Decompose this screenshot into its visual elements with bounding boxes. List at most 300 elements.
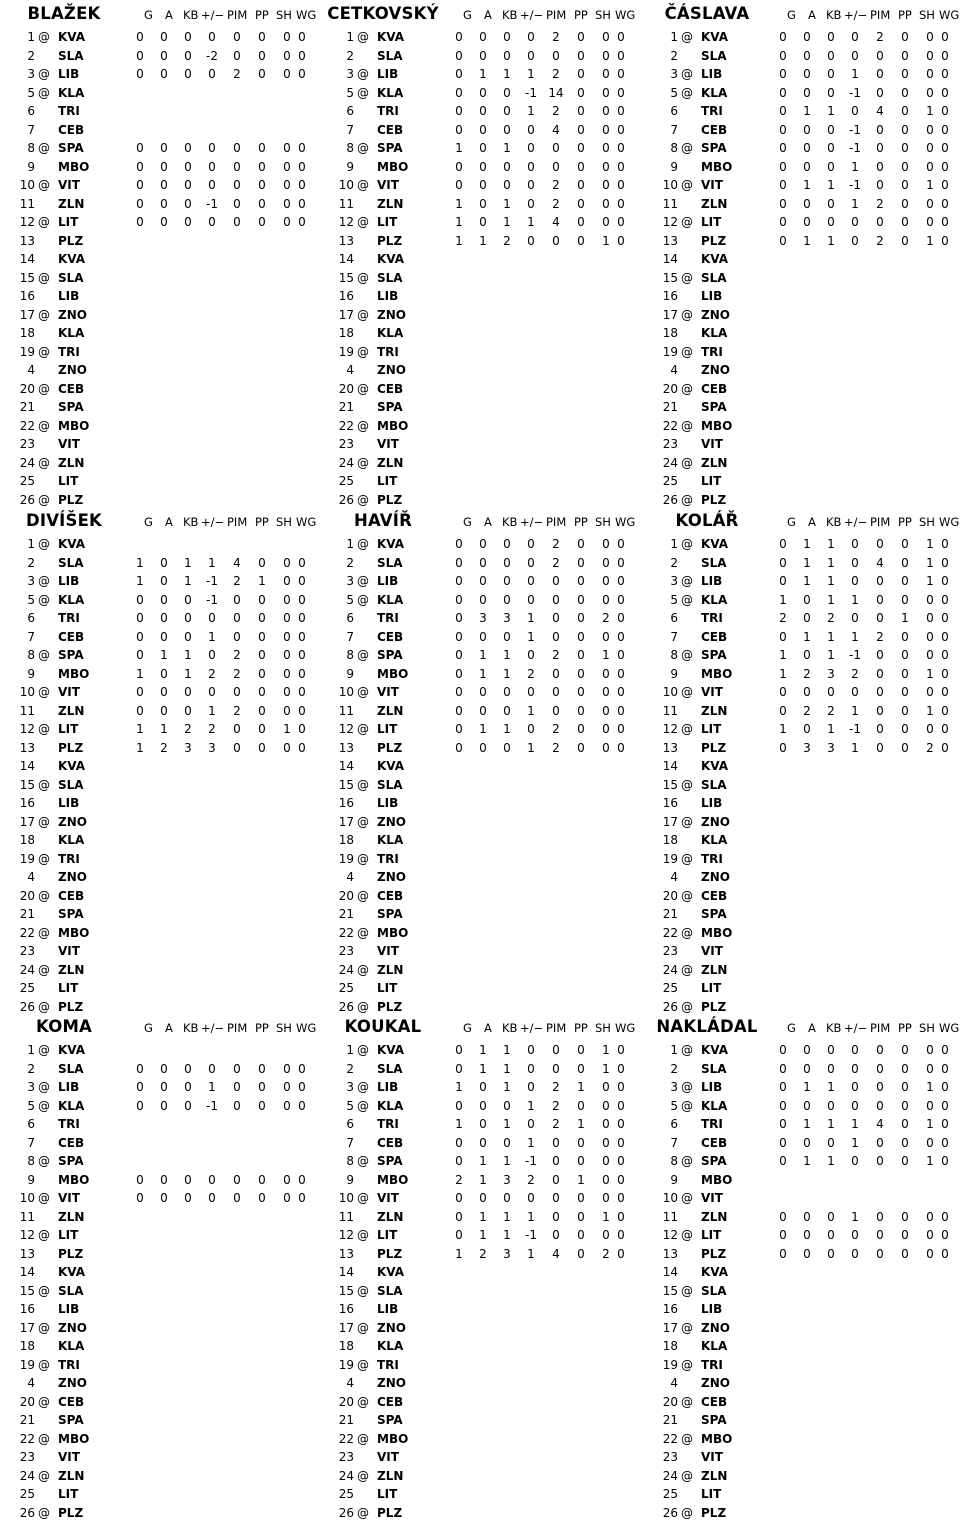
opponent-team: VIT — [58, 1450, 80, 1465]
away-marker: @ — [38, 925, 50, 940]
game-row — [324, 702, 634, 721]
stat-wg: 0 — [617, 666, 625, 681]
game-row — [648, 1263, 958, 1282]
stat-a: 0 — [803, 215, 811, 230]
stat-sh: 1 — [926, 555, 934, 570]
away-marker: @ — [38, 492, 50, 507]
stat-kb: 0 — [503, 537, 511, 551]
round-number: 6 — [27, 104, 35, 119]
stat-sh: 1 — [926, 1117, 934, 1132]
stat-kb: 0 — [184, 196, 192, 211]
opponent-team: SPA — [58, 141, 84, 156]
round-number: 18 — [662, 1339, 678, 1354]
stat-kb: 0 — [503, 30, 511, 44]
stat-pim: 0 — [876, 611, 884, 626]
round-number: 11 — [19, 1209, 35, 1224]
away-marker: @ — [357, 777, 369, 792]
stat-g: 0 — [136, 159, 144, 174]
stat-pp: 1 — [577, 1080, 585, 1095]
game-row — [324, 572, 634, 591]
column-header: PP — [574, 515, 588, 529]
stat-g: 0 — [455, 685, 463, 700]
opponent-team: PLZ — [701, 740, 727, 755]
stat-g: 1 — [136, 666, 144, 681]
round-number: 17 — [19, 814, 35, 829]
column-header: PIM — [870, 515, 891, 529]
stat-plus-minus: -1 — [206, 1098, 218, 1113]
game-row — [648, 1300, 958, 1319]
stat-g: 0 — [455, 1154, 463, 1169]
game-row — [5, 1041, 315, 1060]
opponent-team: CEB — [377, 1135, 404, 1150]
game-row — [324, 554, 634, 573]
stat-pp: 0 — [577, 215, 585, 230]
stat-pim: 0 — [233, 159, 241, 174]
column-header: G — [144, 1021, 153, 1035]
away-marker: @ — [681, 537, 693, 551]
stat-pim: 0 — [876, 592, 884, 607]
opponent-team: SLA — [701, 270, 727, 285]
away-marker: @ — [38, 1320, 50, 1335]
round-number: 21 — [19, 1413, 35, 1428]
stat-g: 0 — [136, 611, 144, 626]
player-panel — [5, 1013, 315, 1522]
stat-kb: 0 — [503, 1191, 511, 1206]
stat-wg: 0 — [617, 1228, 625, 1243]
opponent-team: LIB — [58, 574, 80, 589]
stat-g: 0 — [779, 67, 787, 82]
stat-pim: 0 — [876, 1154, 884, 1169]
player-panel — [5, 507, 315, 1016]
column-header: +/− — [520, 1021, 544, 1035]
opponent-team: PLZ — [701, 1246, 727, 1261]
opponent-team: LIB — [58, 796, 80, 811]
away-marker: @ — [681, 888, 693, 903]
round-number: 20 — [19, 381, 35, 396]
game-row — [5, 195, 315, 214]
stat-kb: 1 — [827, 233, 835, 248]
game-row — [648, 1134, 958, 1153]
round-number: 13 — [338, 233, 354, 248]
stat-g: 0 — [779, 1228, 787, 1243]
stat-plus-minus: 0 — [208, 215, 216, 230]
stat-wg: 0 — [941, 1117, 949, 1132]
round-number: 24 — [338, 962, 354, 977]
stat-kb: 1 — [184, 648, 192, 663]
stat-pim: 0 — [233, 592, 241, 607]
stat-kb: 0 — [184, 30, 192, 44]
stat-kb: 0 — [503, 178, 511, 193]
round-number: 23 — [19, 1450, 35, 1465]
stat-wg: 0 — [941, 666, 949, 681]
away-marker: @ — [357, 381, 369, 396]
round-number: 5 — [670, 1098, 678, 1113]
stat-sh: 0 — [926, 48, 934, 63]
stat-wg: 0 — [298, 666, 306, 681]
game-row — [5, 1189, 315, 1208]
round-number: 13 — [338, 740, 354, 755]
stat-wg: 0 — [941, 67, 949, 82]
round-number: 10 — [662, 1191, 678, 1206]
stat-kb: 2 — [184, 722, 192, 737]
stat-kb: 1 — [827, 178, 835, 193]
round-number: 18 — [338, 1339, 354, 1354]
opponent-team: TRI — [377, 1357, 399, 1372]
game-row — [324, 646, 634, 665]
opponent-team: ZNO — [58, 1376, 87, 1391]
away-marker: @ — [357, 1154, 369, 1169]
game-row — [324, 269, 634, 288]
stat-sh: 0 — [602, 592, 610, 607]
round-number: 5 — [27, 592, 35, 607]
stat-wg: 0 — [617, 1209, 625, 1224]
stat-plus-minus: 0 — [851, 30, 859, 44]
stat-a: 0 — [803, 67, 811, 82]
game-row — [5, 535, 315, 554]
stat-kb: 0 — [827, 215, 835, 230]
panel-header — [324, 0, 634, 28]
round-number: 22 — [662, 418, 678, 433]
opponent-team: LIT — [701, 474, 722, 489]
stat-pp: 0 — [901, 629, 909, 644]
stat-pp: 0 — [577, 196, 585, 211]
opponent-team: ZNO — [377, 307, 406, 322]
game-row — [648, 628, 958, 647]
stat-pp: 0 — [577, 233, 585, 248]
game-row — [648, 572, 958, 591]
stat-pp: 0 — [577, 141, 585, 156]
opponent-team: PLZ — [58, 233, 84, 248]
game-row — [648, 1356, 958, 1375]
round-number: 13 — [19, 1246, 35, 1261]
stat-sh: 1 — [283, 722, 291, 737]
stat-g: 0 — [455, 666, 463, 681]
opponent-team: MBO — [701, 1172, 733, 1187]
stat-plus-minus: 0 — [851, 685, 859, 700]
stat-sh: 0 — [283, 196, 291, 211]
opponent-team: MBO — [701, 666, 733, 681]
stat-wg: 0 — [941, 1154, 949, 1169]
round-number: 16 — [662, 796, 678, 811]
stat-kb: 0 — [184, 141, 192, 156]
stat-plus-minus: 1 — [527, 1246, 535, 1261]
stat-sh: 0 — [926, 592, 934, 607]
opponent-team: MBO — [701, 925, 733, 940]
stat-g: 1 — [455, 1117, 463, 1132]
stat-pim: 0 — [876, 215, 884, 230]
stat-g: 0 — [779, 104, 787, 119]
stat-pim: 0 — [552, 1135, 560, 1150]
stat-plus-minus: 0 — [527, 141, 535, 156]
game-row — [648, 1097, 958, 1116]
stat-g: 0 — [779, 1246, 787, 1261]
stat-a: 1 — [803, 629, 811, 644]
opponent-team: KVA — [377, 252, 405, 267]
away-marker: @ — [681, 1154, 693, 1169]
opponent-team: TRI — [58, 104, 80, 119]
game-row — [648, 28, 958, 47]
round-number: 3 — [670, 67, 678, 82]
stat-plus-minus: 0 — [208, 67, 216, 82]
stat-g: 0 — [779, 233, 787, 248]
stat-kb: 0 — [184, 592, 192, 607]
round-number: 15 — [662, 777, 678, 792]
stat-sh: 1 — [926, 1154, 934, 1169]
away-marker: @ — [681, 648, 693, 663]
stat-pim: 0 — [552, 1191, 560, 1206]
stat-a: 0 — [479, 555, 487, 570]
stat-pim: 0 — [233, 740, 241, 755]
stat-sh: 0 — [602, 685, 610, 700]
game-row — [5, 343, 315, 362]
game-row — [324, 454, 634, 473]
game-row — [5, 591, 315, 610]
round-number: 22 — [662, 1431, 678, 1446]
stat-wg: 0 — [941, 215, 949, 230]
game-row — [648, 535, 958, 554]
stat-sh: 0 — [283, 215, 291, 230]
stat-pim: 2 — [876, 30, 884, 44]
stat-pim: 0 — [552, 48, 560, 63]
stat-kb: 0 — [503, 1098, 511, 1113]
round-number: 12 — [662, 1228, 678, 1243]
stat-kb: 0 — [503, 1135, 511, 1150]
round-number: 7 — [346, 629, 354, 644]
round-number: 23 — [662, 437, 678, 452]
away-marker: @ — [357, 215, 369, 230]
round-number: 22 — [662, 925, 678, 940]
away-marker: @ — [38, 455, 50, 470]
stat-plus-minus: 1 — [527, 67, 535, 82]
away-marker: @ — [681, 962, 693, 977]
round-number: 17 — [338, 307, 354, 322]
opponent-team: CEB — [58, 122, 85, 137]
round-number: 20 — [662, 381, 678, 396]
stat-pp: 0 — [258, 67, 266, 82]
stat-plus-minus: 0 — [527, 1061, 535, 1076]
round-number: 19 — [662, 344, 678, 359]
game-row — [648, 380, 958, 399]
round-number: 11 — [662, 1209, 678, 1224]
column-header: G — [144, 515, 153, 529]
round-number: 7 — [670, 122, 678, 137]
player-name: NAKLÁDAL — [656, 1017, 758, 1036]
stat-pim: 2 — [552, 740, 560, 755]
game-row — [324, 65, 634, 84]
away-marker: @ — [357, 1098, 369, 1113]
player-panel — [324, 1013, 634, 1522]
stat-sh: 0 — [926, 611, 934, 626]
column-header: +/− — [520, 8, 544, 22]
game-row — [324, 1374, 634, 1393]
stat-pim: 2 — [552, 178, 560, 193]
round-number: 6 — [27, 611, 35, 626]
round-number: 24 — [662, 455, 678, 470]
stat-kb: 0 — [503, 85, 511, 100]
column-header: G — [463, 8, 472, 22]
opponent-team: PLZ — [58, 1505, 84, 1520]
opponent-team: VIT — [377, 178, 399, 193]
stat-plus-minus: 0 — [527, 233, 535, 248]
stat-sh: 0 — [283, 648, 291, 663]
opponent-team: CEB — [377, 629, 404, 644]
stat-kb: 0 — [503, 555, 511, 570]
stat-wg: 0 — [298, 703, 306, 718]
stat-wg: 0 — [298, 178, 306, 193]
round-number: 15 — [19, 777, 35, 792]
game-row — [5, 1152, 315, 1171]
game-row — [5, 1245, 315, 1264]
round-number: 7 — [346, 1135, 354, 1150]
away-marker: @ — [38, 381, 50, 396]
column-header: SH — [595, 515, 611, 529]
stat-kb: 0 — [503, 740, 511, 755]
round-number: 25 — [338, 981, 354, 996]
round-number: 3 — [27, 67, 35, 82]
stat-pim: 4 — [552, 122, 560, 137]
stat-sh: 0 — [926, 122, 934, 137]
opponent-team: CEB — [58, 629, 85, 644]
opponent-team: LIB — [701, 1080, 723, 1095]
opponent-team: VIT — [58, 437, 80, 452]
stat-plus-minus: -2 — [206, 48, 218, 63]
game-row — [5, 905, 315, 924]
stat-pp: 0 — [577, 629, 585, 644]
player-name: HAVÍŘ — [353, 511, 413, 530]
game-row — [324, 324, 634, 343]
stat-wg: 0 — [298, 159, 306, 174]
column-header: WG — [939, 1021, 960, 1035]
round-number: 5 — [346, 592, 354, 607]
round-number: 11 — [662, 196, 678, 211]
game-row — [648, 1041, 958, 1060]
round-number: 3 — [670, 1080, 678, 1095]
stat-pim: 0 — [876, 178, 884, 193]
stat-g: 1 — [455, 1080, 463, 1095]
opponent-team: MBO — [377, 1172, 409, 1187]
opponent-team: LIB — [377, 1080, 399, 1095]
stat-a: 0 — [803, 1228, 811, 1243]
game-row — [648, 1337, 958, 1356]
stat-kb: 2 — [503, 233, 511, 248]
round-number: 25 — [19, 474, 35, 489]
opponent-team: CEB — [377, 381, 404, 396]
stat-wg: 0 — [298, 48, 306, 63]
game-row — [324, 1319, 634, 1338]
game-row — [324, 1485, 634, 1504]
player-name: BLAŽEK — [27, 4, 101, 23]
opponent-team: KLA — [58, 85, 85, 100]
opponent-team: PLZ — [58, 1246, 84, 1261]
stat-g: 0 — [136, 685, 144, 700]
stat-g: 0 — [455, 592, 463, 607]
column-header: +/− — [201, 8, 225, 22]
game-row — [648, 683, 958, 702]
game-row — [5, 794, 315, 813]
opponent-team: TRI — [377, 1117, 399, 1132]
round-number: 8 — [346, 1154, 354, 1169]
stat-g: 0 — [779, 1043, 787, 1057]
game-row — [324, 121, 634, 140]
stat-kb: 1 — [827, 629, 835, 644]
stat-pp: 0 — [577, 67, 585, 82]
stat-kb: 0 — [827, 1061, 835, 1076]
stat-pp: 0 — [258, 592, 266, 607]
game-row — [648, 1393, 958, 1412]
round-number: 24 — [662, 1468, 678, 1483]
round-number: 21 — [19, 907, 35, 922]
stat-kb: 1 — [827, 1080, 835, 1095]
stat-pp: 0 — [901, 159, 909, 174]
stat-g: 0 — [779, 555, 787, 570]
stat-pp: 0 — [901, 233, 909, 248]
game-row — [324, 213, 634, 232]
round-number: 22 — [338, 418, 354, 433]
round-number: 17 — [338, 1320, 354, 1335]
opponent-team: TRI — [58, 1357, 80, 1372]
stat-pp: 0 — [577, 722, 585, 737]
game-row — [648, 1282, 958, 1301]
opponent-team: SLA — [701, 1283, 727, 1298]
stat-wg: 0 — [617, 611, 625, 626]
column-header: KB — [502, 1021, 518, 1035]
stat-sh: 0 — [602, 159, 610, 174]
game-row — [5, 776, 315, 795]
stat-g: 0 — [136, 67, 144, 82]
panel-header — [324, 1013, 634, 1041]
stat-pp: 0 — [901, 67, 909, 82]
stat-g: 1 — [455, 141, 463, 156]
opponent-team: KVA — [58, 252, 86, 267]
round-number: 5 — [27, 1098, 35, 1113]
opponent-team: KLA — [701, 1339, 728, 1354]
away-marker: @ — [681, 1394, 693, 1409]
stat-pp: 0 — [901, 1154, 909, 1169]
round-number: 17 — [338, 814, 354, 829]
column-header: WG — [296, 1021, 317, 1035]
stat-a: 0 — [803, 48, 811, 63]
round-number: 8 — [346, 648, 354, 663]
stat-a: 3 — [479, 611, 487, 626]
column-header: PIM — [227, 8, 248, 22]
opponent-team: LIT — [701, 722, 722, 737]
stat-wg: 0 — [617, 215, 625, 230]
stat-g: 0 — [779, 629, 787, 644]
stat-a: 0 — [160, 1191, 168, 1206]
round-number: 12 — [19, 722, 35, 737]
stat-g: 1 — [779, 648, 787, 663]
stat-wg: 0 — [617, 592, 625, 607]
stat-pim: 0 — [552, 611, 560, 626]
round-number: 14 — [338, 759, 354, 774]
round-number: 20 — [338, 888, 354, 903]
round-number: 17 — [19, 1320, 35, 1335]
game-row — [5, 887, 315, 906]
away-marker: @ — [38, 85, 50, 100]
game-row — [324, 28, 634, 47]
stat-pp: 0 — [577, 104, 585, 119]
stat-a: 1 — [479, 1043, 487, 1057]
stat-kb: 1 — [503, 1080, 511, 1095]
stat-plus-minus: 1 — [527, 611, 535, 626]
stat-sh: 0 — [602, 555, 610, 570]
stat-g: 0 — [779, 1061, 787, 1076]
stat-sh: 0 — [602, 48, 610, 63]
away-marker: @ — [681, 381, 693, 396]
round-number: 19 — [338, 1357, 354, 1372]
stat-wg: 0 — [941, 233, 949, 248]
opponent-team: KVA — [701, 759, 729, 774]
